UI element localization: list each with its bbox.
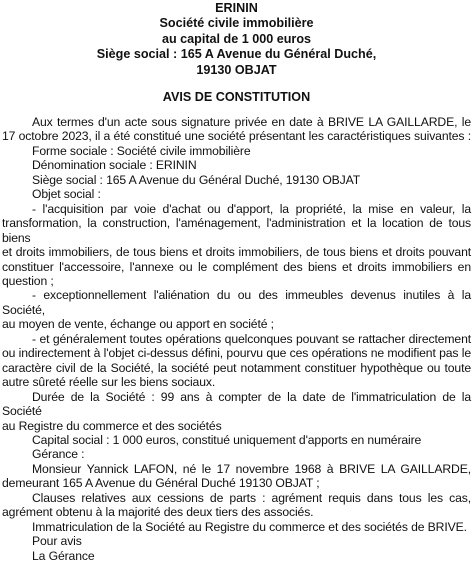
text-line: et droits immobiliers, de tous biens et droits immobiliers, de tous biens et droits pouvant — [2, 245, 471, 260]
text-line: agrément obtenu à la majorité des deux tiers des associés. — [2, 505, 314, 520]
text-line: 17 octobre 2023, il a été constitué une société présentant les caractéristiques suivantes : — [2, 129, 471, 144]
text-line: ou indirectement à l'objet ci-dessus défini, pourvu que ces opérations ne modifient pas le — [2, 346, 471, 361]
text-line: question ; — [2, 274, 54, 289]
text-line: Objet social : — [32, 187, 101, 202]
text-line: Monsieur Yannick LAFON, né le 17 novembre 1968 à BRIVE LA GAILLARDE, — [32, 461, 471, 476]
text-line: Siège social : 165 A Avenue du Général Duché, 19130 OBJAT — [32, 172, 361, 187]
text-line: constituer l'accessoire, l'annexe ou le complément des biens et droits immobiliers en — [2, 259, 471, 274]
text-line: Clauses relatives aux cessions de parts : agrément requis dans tous les cas, — [32, 490, 471, 505]
notice-body — [2, 115, 471, 563]
notice-header — [2, 1, 471, 78]
notice-title: AVIS DE CONSTITUTION — [162, 90, 311, 105]
company-address-line2: 19130 OBJAT — [196, 62, 277, 77]
text-line: Capital social : 1 000 euros, constitué uniquement d'apports en numéraire — [32, 433, 422, 447]
text-line: Aux termes d'un acte sous signature privée en date à BRIVE LA GAILLARDE, le — [32, 115, 471, 130]
text-line: - l'acquisition par voie d'achat ou d'apport, la propriété, la mise en valeur, la — [32, 201, 471, 216]
text-line: caractère civil de la Société, la société peut notamment constituer hypothèque ou toute — [2, 360, 471, 375]
company-address-line1: Siège social : 165 A Avenue du Général Duché, — [96, 47, 377, 62]
text-line: au moyen de vente, échange ou apport en société ; — [2, 317, 274, 332]
text-line: Dénomination sociale : ERININ — [32, 158, 197, 173]
text-line: autre sûreté réelle sur les biens sociaux. — [2, 375, 216, 390]
text-line: Forme sociale : Société civile immobilière — [32, 143, 251, 158]
text-line: - et généralement toutes opérations quelconques pouvant se rattacher directement — [32, 331, 471, 346]
company-name: ERININ — [215, 1, 258, 15]
company-type: Société civile immobilière — [159, 16, 314, 31]
text-line: transformation, la construction, l'aménagement, l'administration et la location de tous biens — [2, 216, 471, 245]
text-line: Pour avis — [32, 534, 82, 549]
text-line: La Gérance — [32, 548, 95, 563]
text-line: au Registre du commerce et des sociétés — [2, 418, 222, 433]
text-line: Durée de la Société : 99 ans à compter de la date de l'immatriculation de la Société — [2, 389, 471, 419]
text-line: Gérance : — [32, 447, 85, 462]
text-line: demeurant 165 A Avenue du Général Duché 19130 OBJAT ; — [2, 476, 320, 491]
text-line: - exceptionnellement l'aliénation du ou des immeubles devenus inutiles à la Société, — [2, 288, 471, 317]
text-line: Immatriculation de la Société au Registre du commerce et des sociétés de BRIVE. — [32, 519, 467, 534]
company-capital: au capital de 1 000 euros — [161, 31, 312, 46]
